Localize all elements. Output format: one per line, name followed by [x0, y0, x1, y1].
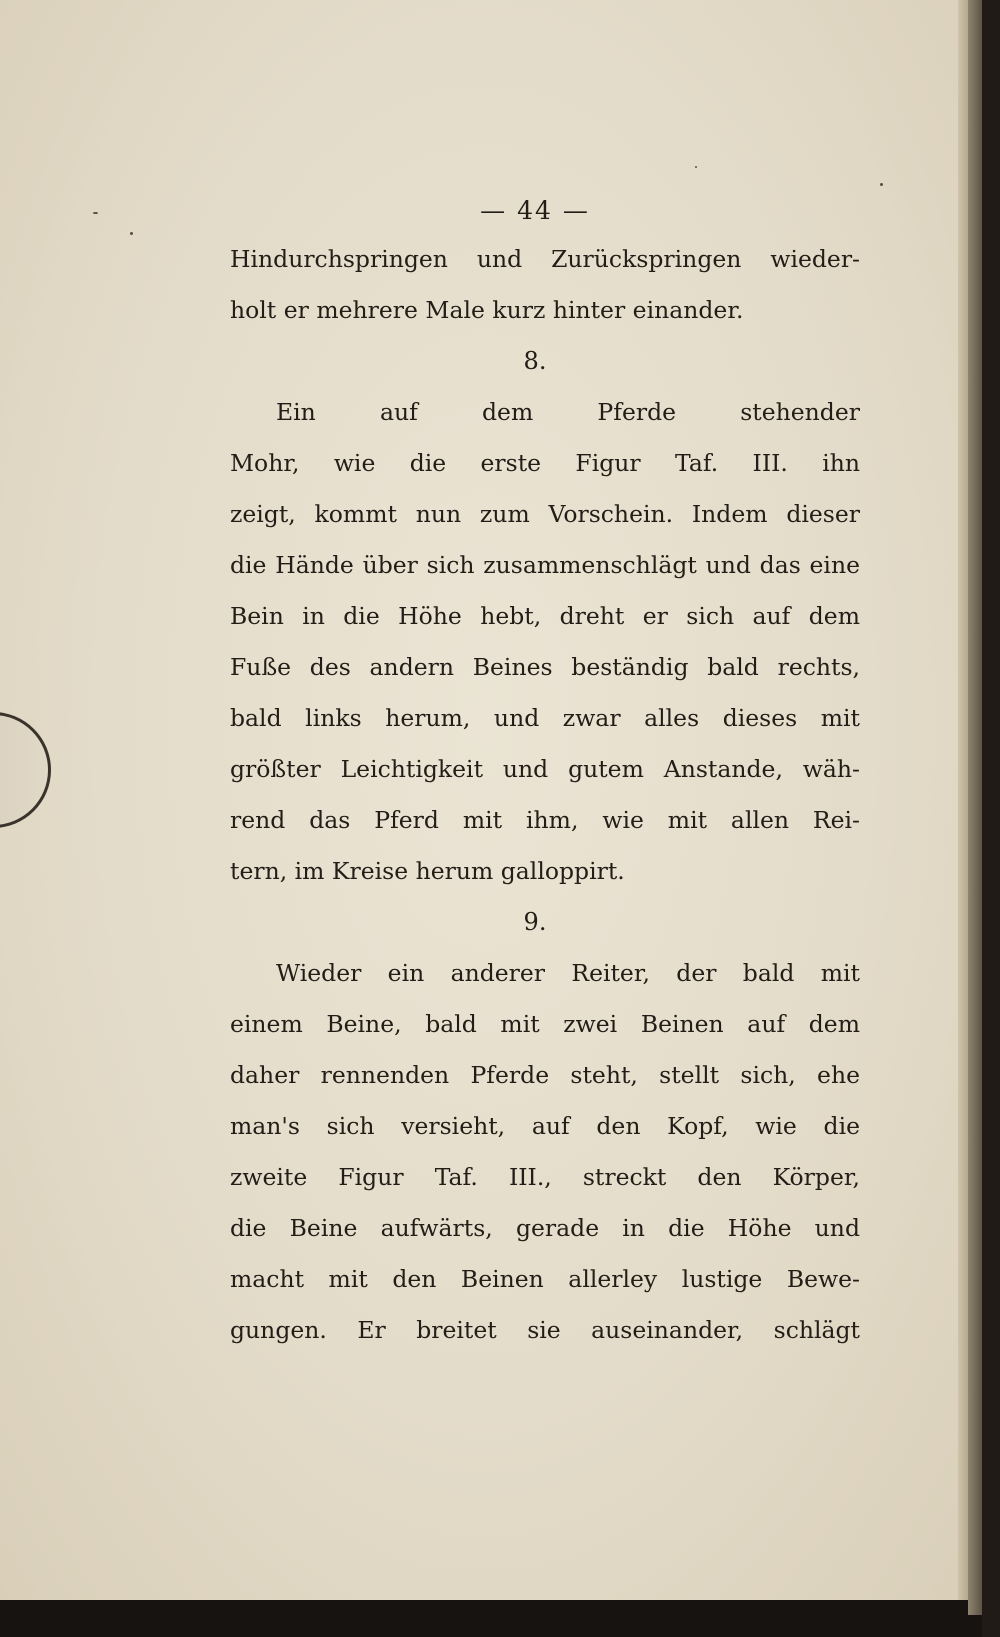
- text-line: daher rennenden Pferde steht, stellt sich, ehe: [230, 1061, 860, 1089]
- text-line: man's sich versieht, auf den Kopf, wie die: [230, 1112, 860, 1140]
- text-line: rend das Pferd mit ihm, wie mit allen Rei-: [230, 806, 860, 834]
- text-line: Mohr, wie die erste Figur Taf. III. ihn: [230, 449, 860, 477]
- text-line: Bein in die Höhe hebt, dreht er sich auf dem: [230, 602, 860, 630]
- text-line: Fuße des andern Beines beständig bald rechts,: [230, 653, 860, 681]
- text-line: macht mit den Beinen allerley lustige Bewe-: [230, 1265, 860, 1293]
- text-line: die Beine aufwärts, gerade in die Höhe und: [230, 1214, 860, 1242]
- text-line: Wieder ein anderer Reiter, der bald mit: [276, 959, 860, 987]
- paper-speck: [880, 183, 883, 186]
- text-line: größter Leichtigkeit und gutem Anstande, wäh-: [230, 755, 860, 783]
- text-line: zweite Figur Taf. III., streckt den Körper,: [230, 1163, 860, 1191]
- paper-speck: [695, 166, 697, 168]
- text-line: Ein auf dem Pferde stehender: [276, 398, 860, 426]
- text-line: bald links herum, und zwar alles dieses mit: [230, 704, 860, 732]
- text-line: die Hände über sich zusammenschlägt und das eine: [230, 551, 860, 579]
- page-stack-edge: [968, 0, 982, 1615]
- text-block: [230, 188, 860, 1356]
- section-number: 8.: [523, 347, 547, 375]
- text-line: tern, im Kreise herum galloppirt.: [230, 857, 625, 885]
- text-line: Hindurchspringen und Zurückspringen wieder-: [230, 245, 860, 273]
- text-line: holt er mehrere Male kurz hinter einander.: [230, 296, 744, 324]
- book-cover-edge: [982, 0, 1000, 1637]
- page-number: — 44 —: [480, 196, 590, 225]
- text-line: gungen. Er breitet sie auseinander, schlägt: [230, 1316, 860, 1344]
- section-number: 9.: [523, 908, 547, 936]
- page-edge: [958, 0, 968, 1600]
- paper-speck: [130, 232, 133, 235]
- page-clip: [0, 712, 51, 828]
- text-line: zeigt, kommt nun zum Vorschein. Indem dieser: [230, 500, 860, 528]
- text-line: einem Beine, bald mit zwei Beinen auf dem: [230, 1010, 860, 1038]
- paper-speck: [93, 212, 98, 214]
